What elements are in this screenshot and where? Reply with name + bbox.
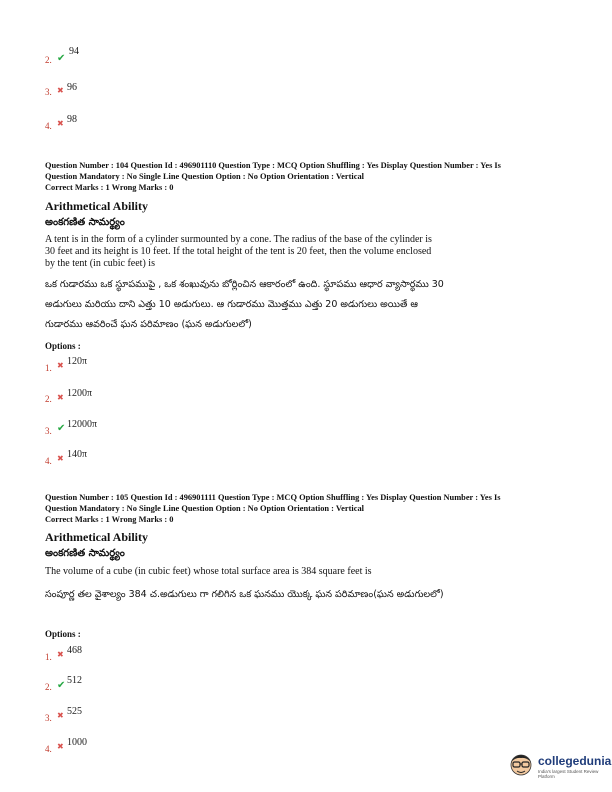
option-number: 2. <box>45 55 52 65</box>
option-value: 94 <box>69 46 79 57</box>
option-value: 468 <box>67 645 82 656</box>
option-item <box>45 388 245 410</box>
question-text-telugu: ఒక గుడారము ఒక స్థూపముపై , ఒక శంఖువును బోర్లించిన ఆకారంలో ఉంది. స్థూపము ఆధార వ్యాసార్ధము 30 అడుగులు మరియు దాని ఎత్తు 10 అడుగులు. ఆ గుడారము మొత్తము ఎత్తు 20 అడుగులు అయితే ఆ గుడారము ఆవరించే ఘన పరిమాణం (ఘన అడుగులలో) <box>45 279 444 330</box>
options-label: Options : <box>45 629 81 639</box>
option-item <box>45 449 245 471</box>
marks-line: Correct Marks : 1 Wrong Marks : 0 <box>45 515 174 524</box>
option-value: 120π <box>67 356 88 367</box>
wrong-cross-icon: ✖ <box>57 393 64 402</box>
wrong-cross-icon: ✖ <box>57 119 64 128</box>
option-item <box>45 706 245 728</box>
correct-check-icon: ✔ <box>57 423 66 434</box>
option-value: 96 <box>67 82 77 93</box>
correct-check-icon: ✔ <box>57 53 66 64</box>
options-label: Options : <box>45 341 81 351</box>
collegedunia-logo <box>508 744 612 784</box>
option-number: 4. <box>45 121 52 131</box>
option-item <box>45 114 245 136</box>
section-title: Arithmetical Ability <box>45 199 148 213</box>
option-number: 2. <box>45 682 52 692</box>
option-value: 512 <box>67 675 82 686</box>
option-value: 1000 <box>67 737 87 748</box>
logo-tagline: India's largest Student Review Platform <box>538 769 599 779</box>
option-value: 525 <box>67 706 82 717</box>
wrong-cross-icon: ✖ <box>57 742 64 751</box>
wrong-cross-icon: ✖ <box>57 86 64 95</box>
wrong-cross-icon: ✖ <box>57 711 64 720</box>
option-item <box>45 46 245 68</box>
option-item <box>45 737 245 759</box>
meta-line: Question Mandatory : No Single Line Question Option : No Option Orientation : Vertical <box>45 172 364 181</box>
option-number: 1. <box>45 363 52 373</box>
option-value: 98 <box>67 114 77 125</box>
option-value: 1200π <box>67 388 93 399</box>
option-item <box>45 675 245 697</box>
option-number: 2. <box>45 394 52 404</box>
wrong-cross-icon: ✖ <box>57 650 64 659</box>
section-title: Arithmetical Ability <box>45 530 148 544</box>
option-number: 1. <box>45 652 52 662</box>
option-item <box>45 356 245 378</box>
question-meta <box>45 160 585 193</box>
option-value: 140π <box>67 449 88 460</box>
question-meta <box>45 492 585 525</box>
option-value: 12000π <box>67 419 98 430</box>
wrong-cross-icon: ✖ <box>57 361 64 370</box>
question-text: A tent is in the form of a cylinder surmounted by a cone. The radius of the base of the cylinder is 30 feet and its height is 10 feet. If the total height of the tent is 20 feet, then the volume enclosed by the tent (in cubic feet) is <box>45 234 432 269</box>
meta-line: Question Number : 105 Question Id : 496901111 Question Type : MCQ Option Shuffling : Yes Display Question Number : Yes Is <box>45 493 501 502</box>
logo-name: collegedunia <box>538 754 612 768</box>
option-number: 3. <box>45 87 52 97</box>
correct-check-icon: ✔ <box>57 680 66 691</box>
question-text: The volume of a cube (in cubic feet) whose total surface area is 384 square feet is <box>45 566 372 577</box>
section-title-telugu: అంకగణిత సామర్థ్యం <box>45 548 125 559</box>
option-number: 3. <box>45 426 52 436</box>
option-item <box>45 419 245 441</box>
option-number: 4. <box>45 456 52 466</box>
marks-line: Correct Marks : 1 Wrong Marks : 0 <box>45 183 174 192</box>
option-item <box>45 82 245 104</box>
meta-line: Question Mandatory : No Single Line Question Option : No Option Orientation : Vertical <box>45 504 364 513</box>
wrong-cross-icon: ✖ <box>57 454 64 463</box>
option-number: 3. <box>45 713 52 723</box>
option-item <box>45 645 245 667</box>
meta-line: Question Number : 104 Question Id : 496901110 Question Type : MCQ Option Shuffling : Yes Display Question Number : Yes Is <box>45 161 501 170</box>
option-number: 4. <box>45 744 52 754</box>
section-title-telugu: అంకగణిత సామర్థ్యం <box>45 217 125 228</box>
mascot-icon <box>508 750 534 778</box>
question-text-telugu: సంపూర్ణ తల వైశాల్యం 384 చ.అడుగులు గా గలిగిన ఒక ఘనము యొక్క ఘన పరిమాణం(ఘన అడుగులలో) <box>45 589 444 600</box>
